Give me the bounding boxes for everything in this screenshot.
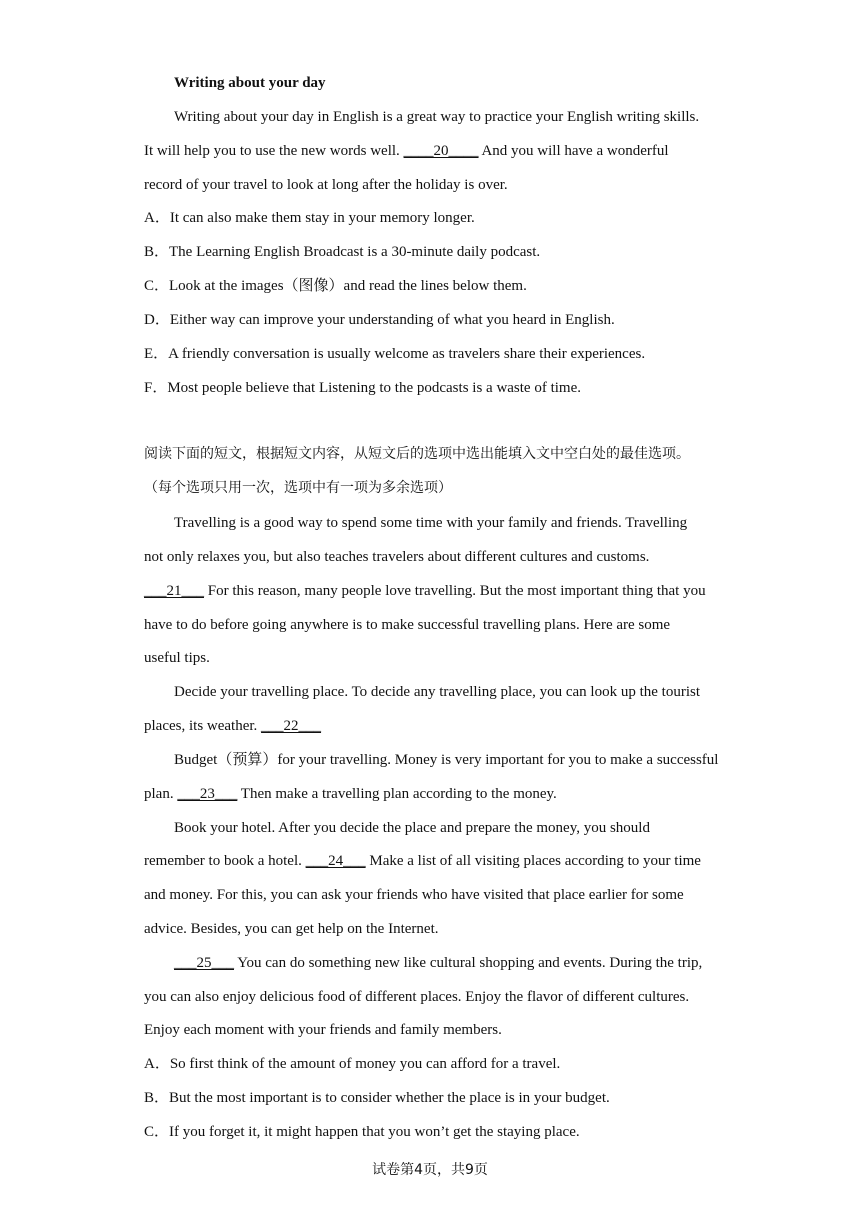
page-footer: 试卷第4页，共9页 xyxy=(372,1162,488,1178)
blank-22: ___22___ xyxy=(261,718,322,734)
paragraph-line: Travelling is a good way to spend some time with your family and friends. Travelling xyxy=(174,515,688,531)
paragraph-line xyxy=(144,141,669,161)
text-segment: remember to book a hotel. xyxy=(144,853,306,869)
paragraph-line: Decide your travelling place. To decide any travelling place, you can look up the tourist xyxy=(174,684,700,700)
option-d: D．Either way can improve your understanding of what you heard in English. xyxy=(144,312,615,328)
blank-20: ____20____ xyxy=(403,143,479,159)
paragraph-line: you can also enjoy delicious food of different places. Enjoy the flavor of different cultures. xyxy=(144,989,690,1005)
paragraph-line xyxy=(144,851,701,871)
text-segment: And you will have a wonderful xyxy=(478,143,669,159)
option-b: B．The Learning English Broadcast is a 30-minute daily podcast. xyxy=(144,244,541,260)
text-segment: plan. xyxy=(144,786,178,802)
paragraph-line: record of your travel to look at long after the holiday is over. xyxy=(144,177,508,193)
blank-25: ___25___ xyxy=(174,955,234,971)
blank-23: ___23___ xyxy=(177,786,238,802)
text-segment: Make a list of all visiting places according to your time xyxy=(365,853,701,869)
text-segment: places, its weather. xyxy=(144,718,262,734)
option-c: C．If you forget it, it might happen that you won’t get the staying place. xyxy=(144,1124,580,1140)
paragraph-line: advice. Besides, you can get help on the Internet. xyxy=(144,921,439,937)
instruction-line: （每个选项只用一次，选项中有一项为多余选项） xyxy=(144,480,452,496)
paragraph-line xyxy=(174,953,702,973)
blank-24: ___24___ xyxy=(305,853,366,869)
text-segment: Then make a travelling plan according to the money. xyxy=(237,786,557,802)
text-segment: You can do something new like cultural shopping and events. During the trip, xyxy=(234,955,703,971)
paragraph-line: Enjoy each moment with your friends and family members. xyxy=(144,1022,502,1038)
paragraph-line: and money. For this, you can ask your friends who have visited that place earlier for some xyxy=(144,887,684,903)
paragraph-line: useful tips. xyxy=(144,650,210,666)
paragraph-line: not only relaxes you, but also teaches travelers about different cultures and customs. xyxy=(144,549,650,565)
paragraph-line xyxy=(144,716,321,736)
option-e: E．A friendly conversation is usually welcome as travelers share their experiences. xyxy=(144,346,646,362)
option-a: A．So first think of the amount of money you can afford for a travel. xyxy=(144,1056,561,1072)
option-f: F．Most people believe that Listening to the podcasts is a waste of time. xyxy=(144,380,581,396)
option-c: C．Look at the images（图像）and read the lines below them. xyxy=(144,278,527,294)
paragraph-line xyxy=(144,581,706,601)
paragraph-line: Budget（预算）for your travelling. Money is very important for you to make a successful xyxy=(174,752,719,768)
instruction-line: 阅读下面的短文，根据短文内容，从短文后的选项中选出能填入文中空白处的最佳选项。 xyxy=(144,446,690,462)
text-segment: It will help you to use the new words well. xyxy=(144,143,404,159)
paragraph-line: have to do before going anywhere is to make successful travelling plans. Here are some xyxy=(144,617,671,633)
text-segment: For this reason, many people love travelling. But the most important thing that you xyxy=(204,583,706,599)
blank-21: ___21___ xyxy=(144,583,204,599)
section-title: Writing about your day xyxy=(174,75,326,91)
paragraph-line: Writing about your day in English is a great way to practice your English writing skills. xyxy=(174,109,700,125)
paragraph-line: Book your hotel. After you decide the place and prepare the money, you should xyxy=(174,820,650,836)
option-b: B．But the most important is to consider whether the place is in your budget. xyxy=(144,1090,610,1106)
paragraph-line xyxy=(144,784,557,804)
option-a: A．It can also make them stay in your memory longer. xyxy=(144,210,475,226)
